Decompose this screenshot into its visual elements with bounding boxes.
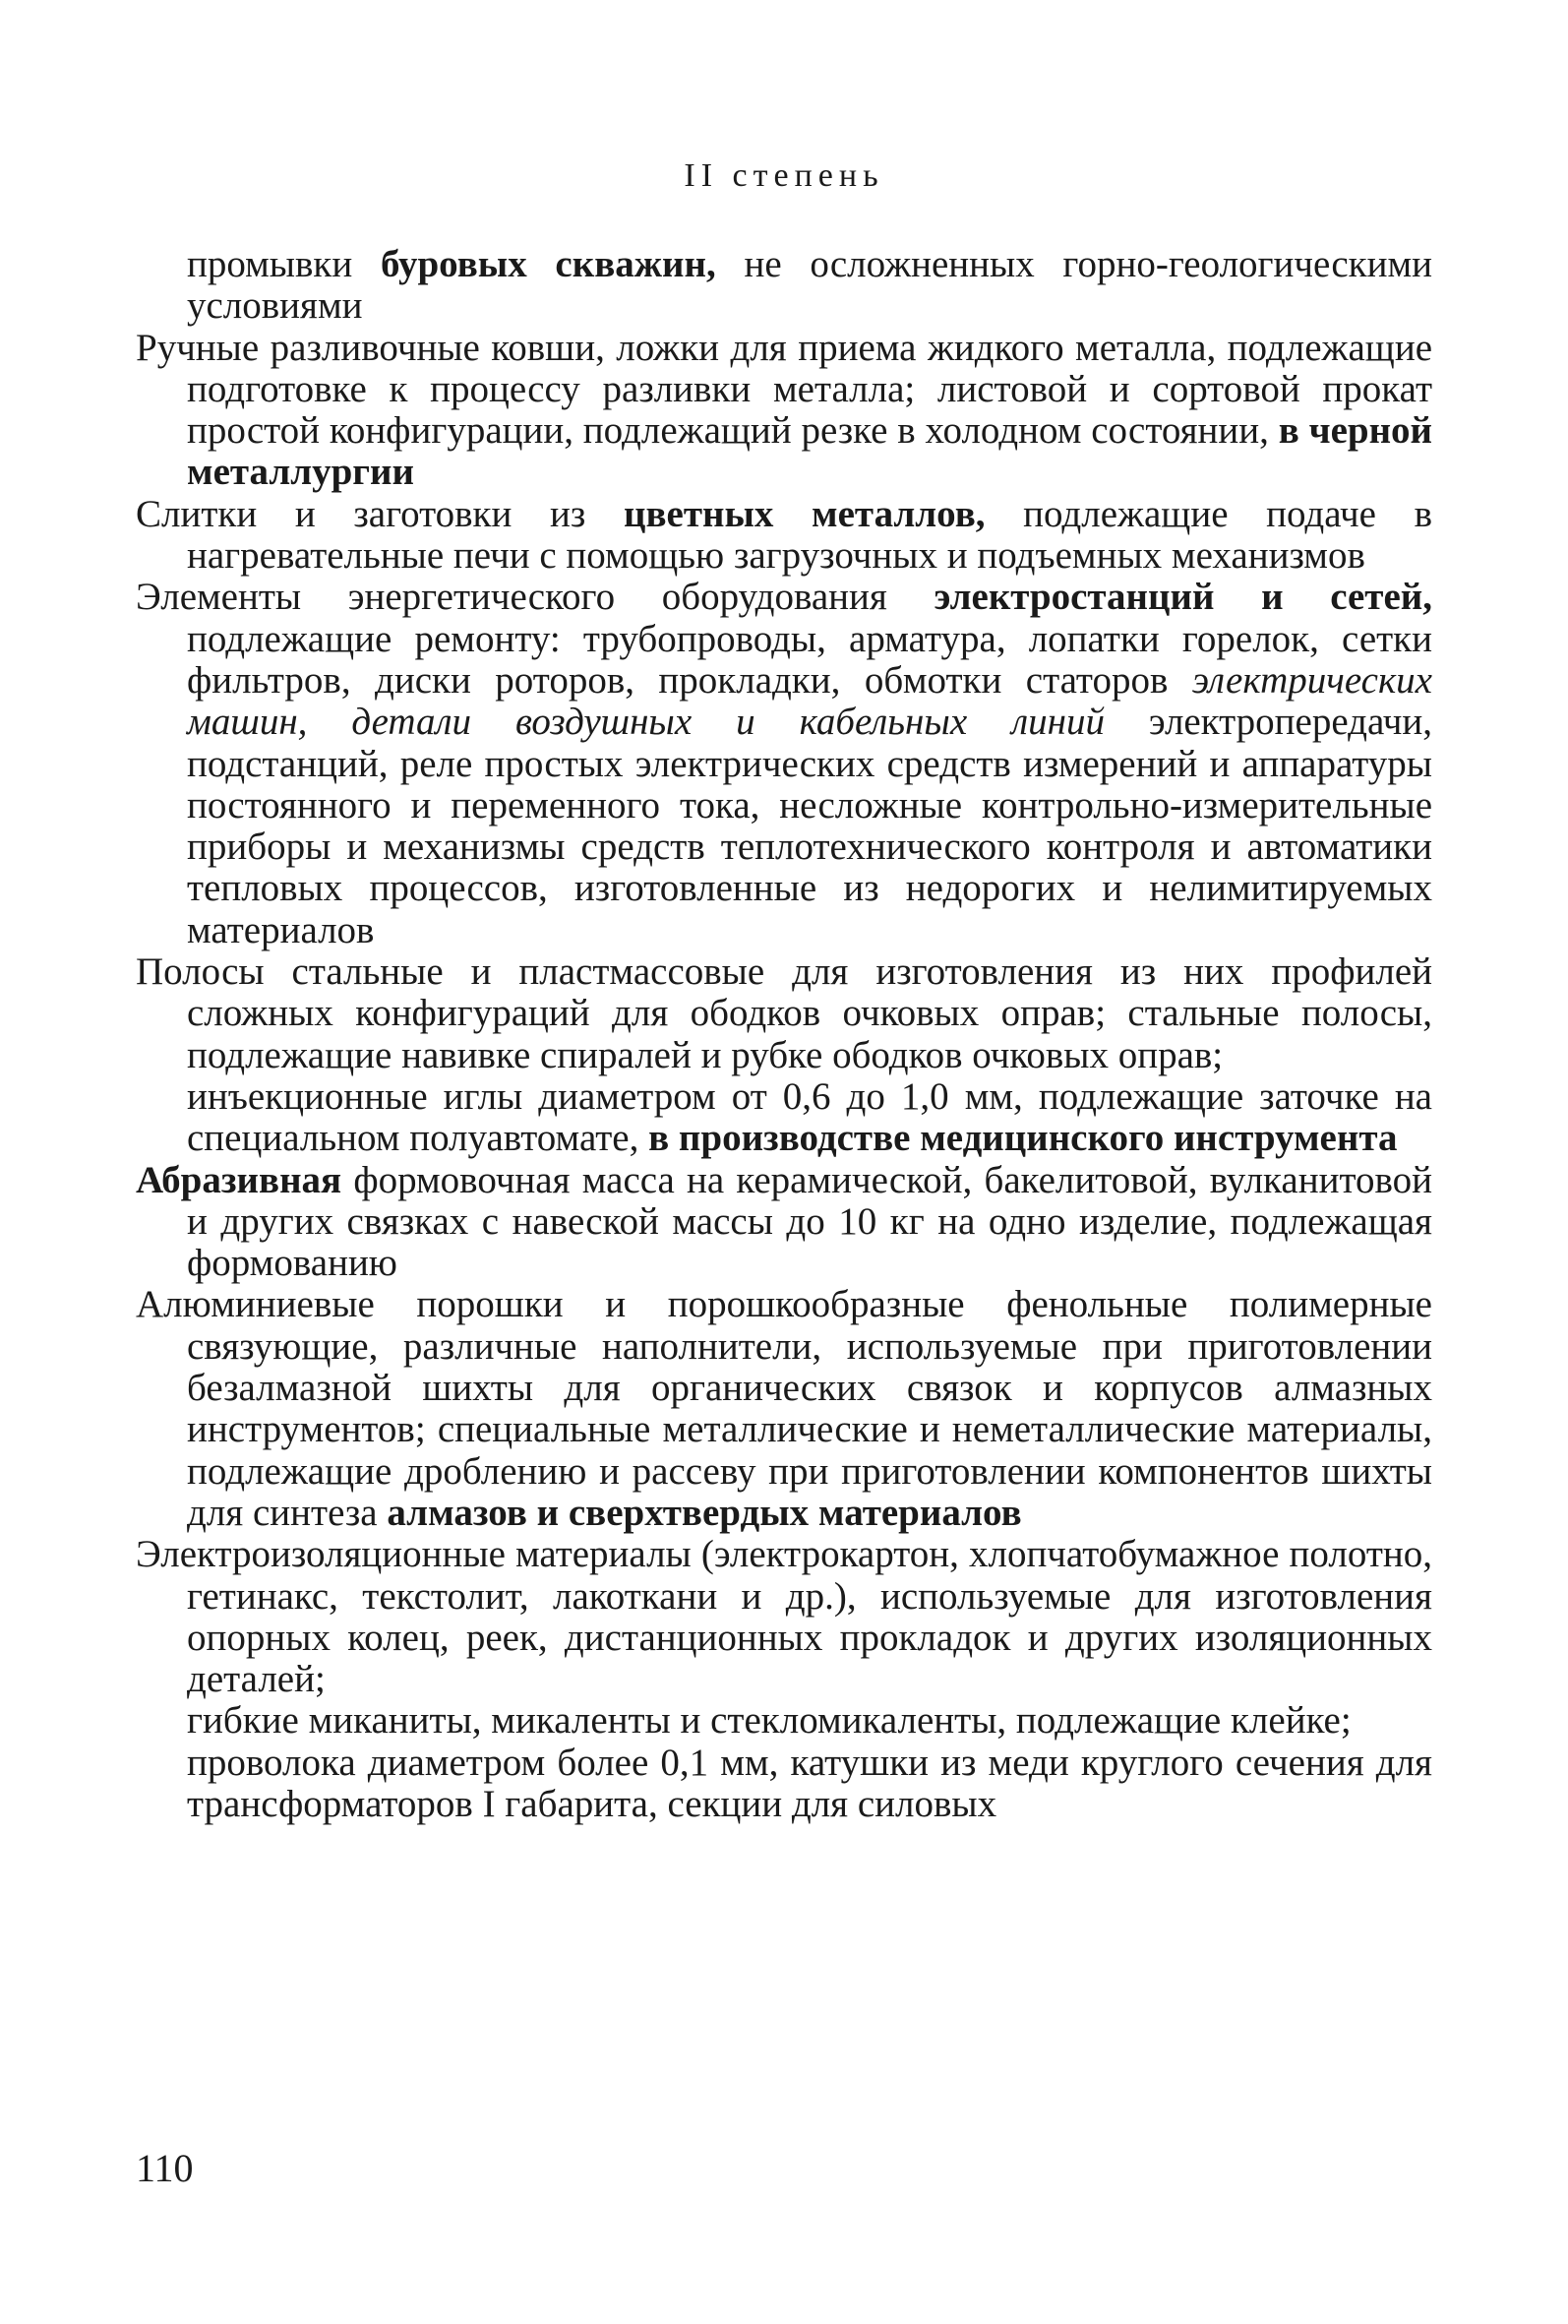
text-run: подлежащие ремонту: трубопроводы, арматура, лопатки горелок, сетки фильтров, диски роторов, прокладки, обмотки статоров [187,617,1432,702]
text-run: Слитки и заготовки из [136,492,624,535]
paragraph [136,1076,1432,1160]
bold-text: цветных металлов, [623,492,986,535]
text-run: гибкие миканиты, микаленты и стекломикаленты, подлежащие клейке; [187,1699,1352,1743]
italic-text: электрических машин, детали воздушных и кабельных линий [187,658,1432,744]
text-run: Электроизоляционные материалы (электрокартон, хлопчатобумажное полотно, гетинакс, текстолит, лакоткани и др.), используемые для изготовления опорных колец, реек, дистанционных прокладок и других изоляционных деталей; [136,1533,1432,1701]
paragraph [136,577,1432,951]
text-run: не осложненных горно-геологическими условиями [187,243,1432,328]
text-run: подлежащие подаче в нагревательные печи с помощью загрузочных и подъемных механизмов [187,492,1432,578]
paragraph [136,1534,1432,1700]
paragraph [136,328,1432,494]
paragraph [136,1284,1432,1534]
section-heading: II степень [684,157,884,194]
text-run: Элементы энергетического оборудования [136,576,935,619]
bold-text: Абразивная [136,1158,342,1201]
text-run: промывки [187,243,381,285]
paragraph [136,1743,1432,1826]
text-run: формовочная масса на керамической, бакелитовой, вулканитовой и других связках с навеской массы до 10 кг на одно изделие, подлежащая формованию [187,1158,1432,1285]
text-run: проволока диаметром более 0,1 мм, катушки из меди круглого сечения для трансформаторов I габарита, секции для силовых [187,1741,1432,1825]
paragraph [136,951,1432,1076]
bold-text: буровых скважин, [380,243,716,285]
document-body [136,244,1432,1825]
text-run: инъекционные иглы диаметром от 0,6 до 1,0 мм, подлежащие заточке на специальном полуавтомате, [187,1074,1432,1160]
paragraph [136,244,1432,328]
paragraph [136,1160,1432,1285]
paragraph [136,494,1432,578]
bold-text: электростанций и сетей, [934,576,1432,619]
paragraph [136,1700,1432,1742]
bold-text: в черной металлургии [187,409,1433,494]
bold-text: алмазов и сверхтвердых материалов [387,1491,1022,1534]
text-run: Ручные разливочные ковши, ложки для приема жидкого металла, подлежащие подготовке к процессу разливки металла; листовой и сортовой прокат простой конфигурации, подлежащий резке в холодном состоянии, [136,326,1432,453]
text-run: Алюминиевые порошки и порошкообразные фенольные полимерные связующие, различные наполнители, используемые при приготовлении безалмазной шихты для органических связок и корпусов алмазных инструментов; специальные металлические и неметаллические материалы, подлежащие дроблению и рассеву при приготовлении компонентов шихты для синтеза [136,1283,1432,1534]
page-number: 110 [136,2146,194,2190]
text-run: электропередачи, подстанций, реле простых электрических средств измерений и аппаратуры постоянного и переменного тока, несложные контрольно-измерительные приборы и механизмы средств теплотехнического контроля и автоматики тепловых процессов, изготовленные из недорогих и нелимитируемых материалов [187,701,1432,951]
bold-text: в производстве медицинского инструмента [648,1117,1398,1160]
text-run: Полосы стальные и пластмассовые для изготовления из них профилей сложных конфигураций для ободков очковых оправ; стальные полосы, подлежащие навивке спиралей и рубке ободков очковых оправ; [136,950,1432,1076]
